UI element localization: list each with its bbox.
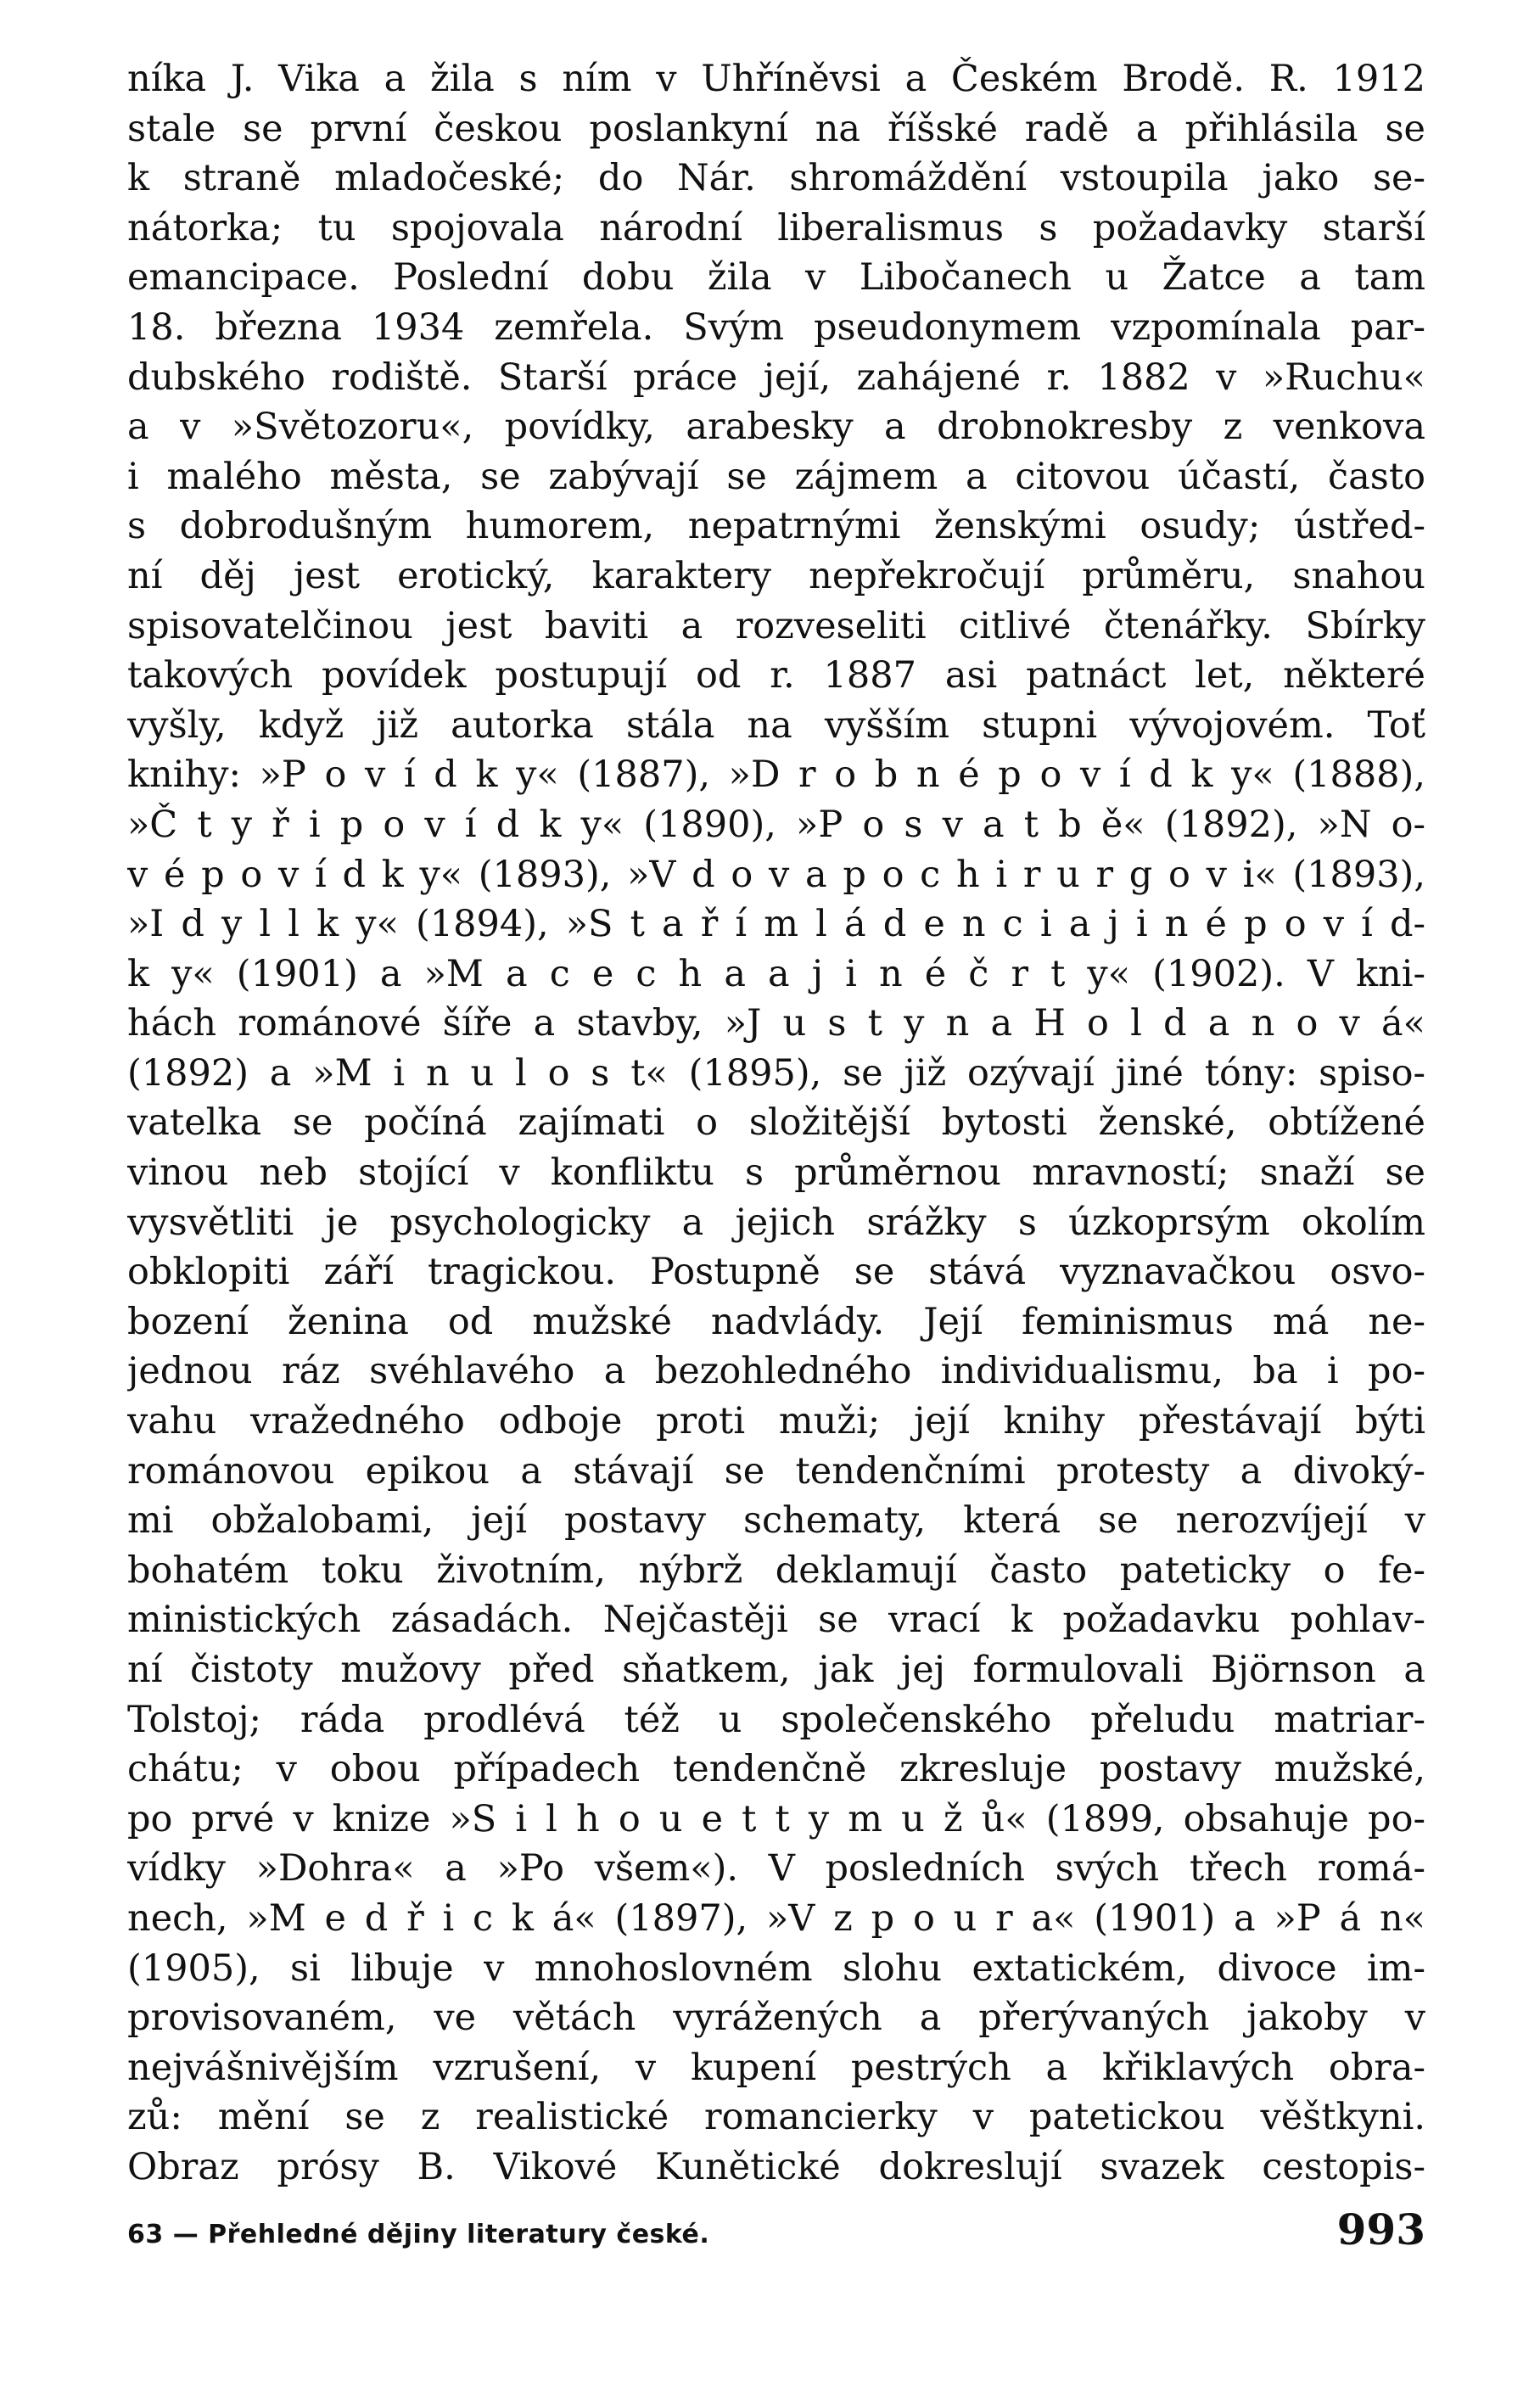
footer-signature: 63 — Přehledné dějiny literatury české.	[127, 2220, 710, 2249]
text-line: vídky »Dohra« a »Po všem«). V posledních svých třech romá-	[127, 1847, 1425, 1890]
text-line: vatelka se počíná zajímati o složitější bytosti ženské, obtížené	[127, 1101, 1425, 1145]
text-line: mi obžalobami, její postavy schematy, která se nerozvíjejí v	[127, 1499, 1425, 1543]
text-line: k straně mladočeské; do Nár. shromáždění vstoupila jako se-	[127, 157, 1425, 200]
text-line: ministických zásadách. Nejčastěji se vrací k požadavku pohlav-	[127, 1599, 1425, 1642]
text-line: provisovaném, ve větách vyrážených a přerývaných jakoby v	[127, 1997, 1425, 2040]
text-line: dubského rodiště. Starší práce její, zahájené r. 1882 v »Ruchu«	[127, 356, 1425, 399]
text-line: nech, »M e d ř i c k á« (1897), »V z p o u r a« (1901) a »P á n«	[127, 1896, 1425, 1940]
text-line: bození ženina od mužské nadvlády. Její feminismus má ne-	[127, 1300, 1425, 1343]
text-line: chátu; v obou případech tendenčně zkresluje postavy mužské,	[127, 1748, 1425, 1791]
text-line: »Č t y ř i p o v í d k y« (1890), »P o s v a t b ě« (1892), »N o-	[127, 803, 1425, 846]
text-line: nátorka; tu spojovala národní liberalismus s požadavky starší	[127, 206, 1425, 249]
text-line: k y« (1901) a »M a c e c h a a j i n é č r t y« (1902). V kni-	[127, 952, 1425, 995]
text-line: takových povídek postupují od r. 1887 asi patnáct let, některé	[127, 654, 1425, 697]
text-line: po prvé v knize »S i l h o u e t t y m u ž ů« (1899, obsahuje po-	[127, 1797, 1425, 1840]
text-line: jednou ráz svéhlavého a bezohledného individualismu, ba i po-	[127, 1350, 1425, 1393]
text-line: ní děj jest erotický, karaktery nepřekročují průměru, snahou	[127, 554, 1425, 597]
text-line: i malého města, se zabývají se zájmem a citovou účastí, často	[127, 455, 1425, 498]
text-line: zů: mění se z realistické romancierky v patetickou věštkyni.	[127, 2096, 1425, 2139]
text-line: nejvášnivějším vzrušení, v kupení pestrých a křiklavých obra-	[127, 2046, 1425, 2089]
text-line: Tolstoj; ráda prodlévá též u společenského přeludu matriar-	[127, 1698, 1425, 1741]
text-line: knihy: »P o v í d k y« (1887), »D r o b n é p o v í d k y« (1888),	[127, 753, 1425, 797]
body-text	[127, 54, 1425, 2193]
text-line: s dobrodušným humorem, nepatrnými ženskými osudy; ústřed-	[127, 505, 1425, 548]
text-line: románovou epikou a stávají se tendenčními protesty a divoký-	[127, 1449, 1425, 1493]
text-line: (1905), si libuje v mnohoslovném slohu extatickém, divoce im-	[127, 1946, 1425, 1990]
text-line: vyšly, když již autorka stála na vyšším stupni vývojovém. Toť	[127, 703, 1425, 747]
text-line: spisovatelčinou jest baviti a rozveseliti citlivé čtenářky. Sbírky	[127, 604, 1425, 647]
text-line: hách románové šíře a stavby, »J u s t y n a H o l d a n o v á«	[127, 1002, 1425, 1045]
text-line: stale se první českou poslankyní na říšské radě a přihlásila se	[127, 107, 1425, 150]
text-line: a v »Světozoru«, povídky, arabesky a drobnokresby z venkova	[127, 406, 1425, 449]
text-line: vahu vražedného odboje proti muži; její knihy přestávají býti	[127, 1400, 1425, 1443]
text-line: 18. března 1934 zemřela. Svým pseudonymem vzpomínala par-	[127, 305, 1425, 349]
text-line: níka J. Vika a žila s ním v Uhříněvsi a Českém Brodě. R. 1912	[127, 58, 1425, 100]
text-line: vinou neb stojící v konfliktu s průměrnou mravností; snaží se	[127, 1151, 1425, 1195]
text-line: bohatém toku životním, nýbrž deklamují často pateticky o fe-	[127, 1549, 1425, 1592]
text-line: »I d y l l k y« (1894), »S t a ř í m l á d e n c i a j i n é p o v í d-	[127, 903, 1425, 946]
text-line: Obraz prósy B. Vikové Kunětické dokreslují svazek cestopis-	[127, 2145, 1425, 2188]
text-line: obklopiti září tragickou. Postupně se stává vyznavačkou osvo-	[127, 1251, 1425, 1294]
text-line: v é p o v í d k y« (1893), »V d o v a p o c h i r u r g o v i« (1893),	[127, 853, 1425, 896]
text-line: (1892) a »M i n u l o s t« (1895), se již ozývají jiné tóny: spiso-	[127, 1051, 1425, 1095]
text-line: ní čistoty mužovy před sňatkem, jak jej formulovali Björnson a	[127, 1649, 1425, 1691]
text-line: emancipace. Poslední dobu žila v Libočanech u Žatce a tam	[127, 256, 1425, 300]
text-line: vysvětliti je psychologicky a jejich srážky s úzkoprsým okolím	[127, 1201, 1425, 1244]
page-number: 993	[1336, 2204, 1425, 2255]
page-footer	[127, 2204, 1425, 2264]
